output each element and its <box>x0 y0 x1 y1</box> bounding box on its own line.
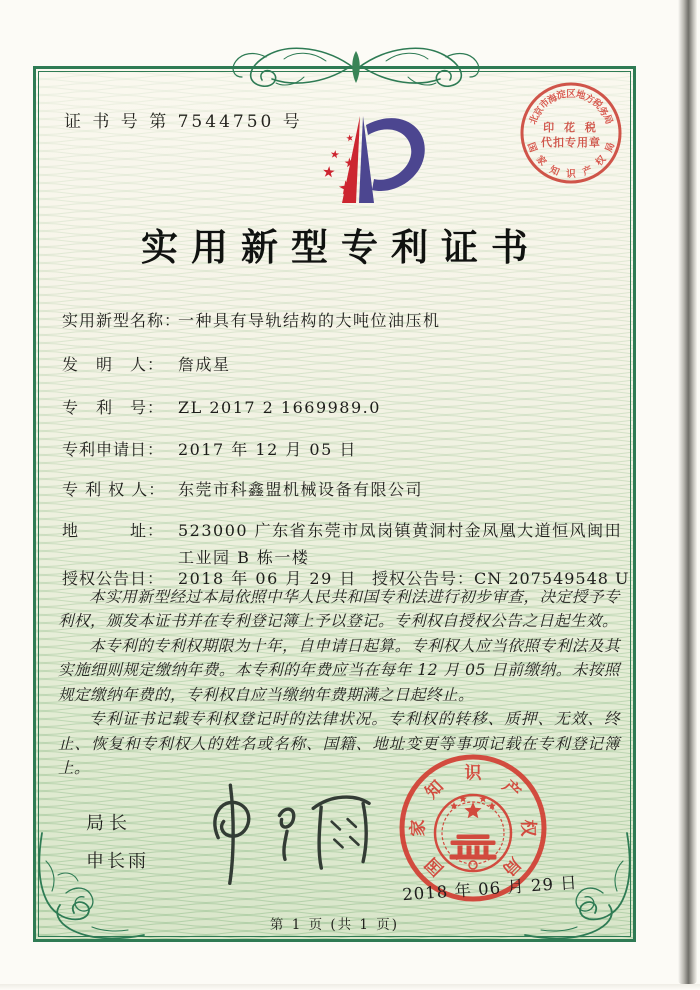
field-label: 专利申请日： <box>62 440 165 459</box>
seal-arc-char: 区 <box>566 89 576 100</box>
seal-arc-char: 局 <box>600 113 614 127</box>
seal-arc-char: 知 <box>421 776 448 803</box>
field-row-patentee <box>62 477 423 500</box>
cnipa-patent-logo <box>284 113 434 210</box>
seal-arc-char: 国 <box>421 853 448 880</box>
field-label: 发 明 人： <box>62 355 165 374</box>
field-address-line2: 工业园 B 栋一楼 <box>178 548 310 567</box>
field-value: 523000 广东省东莞市凤岗镇黄洞村金凤凰大道恒风闽田 <box>178 521 623 540</box>
tax-stamp-seal <box>519 81 623 185</box>
seal-arc-char: 家 <box>408 819 429 837</box>
field-value: 2017 年 12 月 05 日 <box>178 440 357 459</box>
field-row-inventor <box>62 352 231 375</box>
seal-arc-char: 权 <box>593 154 609 169</box>
certificate-number: 证 书 号 第 7544750 号 <box>64 112 303 132</box>
patent-logo-glyph <box>284 113 434 210</box>
seal-arc-char: 税 <box>589 97 604 112</box>
seal-arc-char: 北 <box>528 113 542 127</box>
seal-arc-char: 市 <box>538 97 553 112</box>
field-value: 一种具有导轨结构的大吨位油压机 <box>178 311 441 330</box>
field-value: ZL 2017 2 1669989.0 <box>178 398 381 417</box>
field-label: 专 利 权 人： <box>62 480 166 499</box>
signer-name: 申长雨 <box>86 851 149 872</box>
scan-bottom-shadow <box>0 984 700 990</box>
field-value: CN 207549548 U <box>474 569 630 588</box>
certificate-content <box>36 69 633 939</box>
seal-arc-char: 京 <box>531 104 547 119</box>
field-label: 授权公告日： <box>62 569 165 588</box>
director-signature <box>182 771 406 891</box>
field-value: 东莞市科鑫盟机械设备有限公司 <box>178 480 424 499</box>
seal-arc-char: 家 <box>533 154 549 169</box>
tax-stamp-center-line2: 代扣专用章 <box>541 136 601 149</box>
signer-title: 局长 <box>86 813 132 834</box>
field-label: 实用新型名称： <box>62 311 182 330</box>
seal-arc-char: 局 <box>603 140 617 154</box>
seal-arc-char: 局 <box>498 853 525 880</box>
seal-arc-char: 识 <box>464 763 482 784</box>
seal-arc-char: 知 <box>548 164 562 179</box>
logo-star-icon: ★ <box>321 162 337 182</box>
tax-stamp-center-line1: 印 花 税 <box>543 121 599 134</box>
scan-edge-shadow <box>678 0 697 984</box>
seal-arc-char: 国 <box>525 140 539 154</box>
top-border-flourish <box>206 39 506 97</box>
logo-star-icon: ★ <box>336 175 357 201</box>
field-row-patent-number <box>62 395 381 418</box>
legal-paragraph-1: 本实用新型经过本局依照中华人民共和国专利法进行初步审查，决定授予专利权，颁发本证书并在专利登记簿上予以登记。专利权自授权公告之日起生效。 <box>58 588 620 631</box>
field-row-address <box>62 518 622 541</box>
seal-arc-char: 务 <box>595 104 611 119</box>
legal-paragraph-3: 专利证书记载专利权登记时的法律状况。专利权的转移、质押、无效、终止、恢复和专利权人的姓名或名称、国籍、地址变更等事项记载在专利登记簿上。 <box>58 710 620 778</box>
legal-paragraph-2: 本专利的专利权期限为十年，自申请日起算。专利权人应当依照专利法及其实施细则规定缴纳年费。本专利的年费应当在每年 12 月 05 日前缴纳。未按照规定缴纳年费的，专利权自应当缴纳年费期满之日起终止。 <box>58 636 620 704</box>
certificate-title: 实用新型专利证书 <box>141 225 541 269</box>
seal-arc-char: 产 <box>580 164 594 179</box>
seal-arc-char: 地 <box>574 89 587 103</box>
logo-star-icon: ★ <box>345 133 355 145</box>
logo-star-icon: ★ <box>329 147 341 162</box>
legal-text-block <box>58 585 620 781</box>
logo-p-bowl <box>366 118 425 191</box>
field-label: 授权公告号： <box>372 569 475 588</box>
seal-arc-char: 方 <box>582 91 596 107</box>
field-row-name <box>62 308 441 331</box>
certificate-border-frame <box>33 66 636 942</box>
field-value: 詹成星 <box>178 355 231 374</box>
seal-arc-char: 产 <box>498 776 525 803</box>
page-number: 第 1 页 (共 1 页) <box>269 917 400 933</box>
seal-date: 2018 年 06 月 29 日 <box>401 873 579 905</box>
seal-arc-char: 淀 <box>555 89 568 103</box>
field-row-filing-date <box>62 437 357 460</box>
bottom-left-flourish <box>32 831 147 946</box>
seal-arc-char: 权 <box>517 819 538 837</box>
seal-arc-char: 识 <box>566 169 576 180</box>
logo-star-icon: ★ <box>343 155 357 172</box>
field-value: 2018 年 06 月 29 日 <box>178 569 357 588</box>
field-label: 地 址： <box>62 521 165 540</box>
seal-arc-char: 海 <box>546 91 560 107</box>
field-label: 专 利 号： <box>62 398 165 417</box>
